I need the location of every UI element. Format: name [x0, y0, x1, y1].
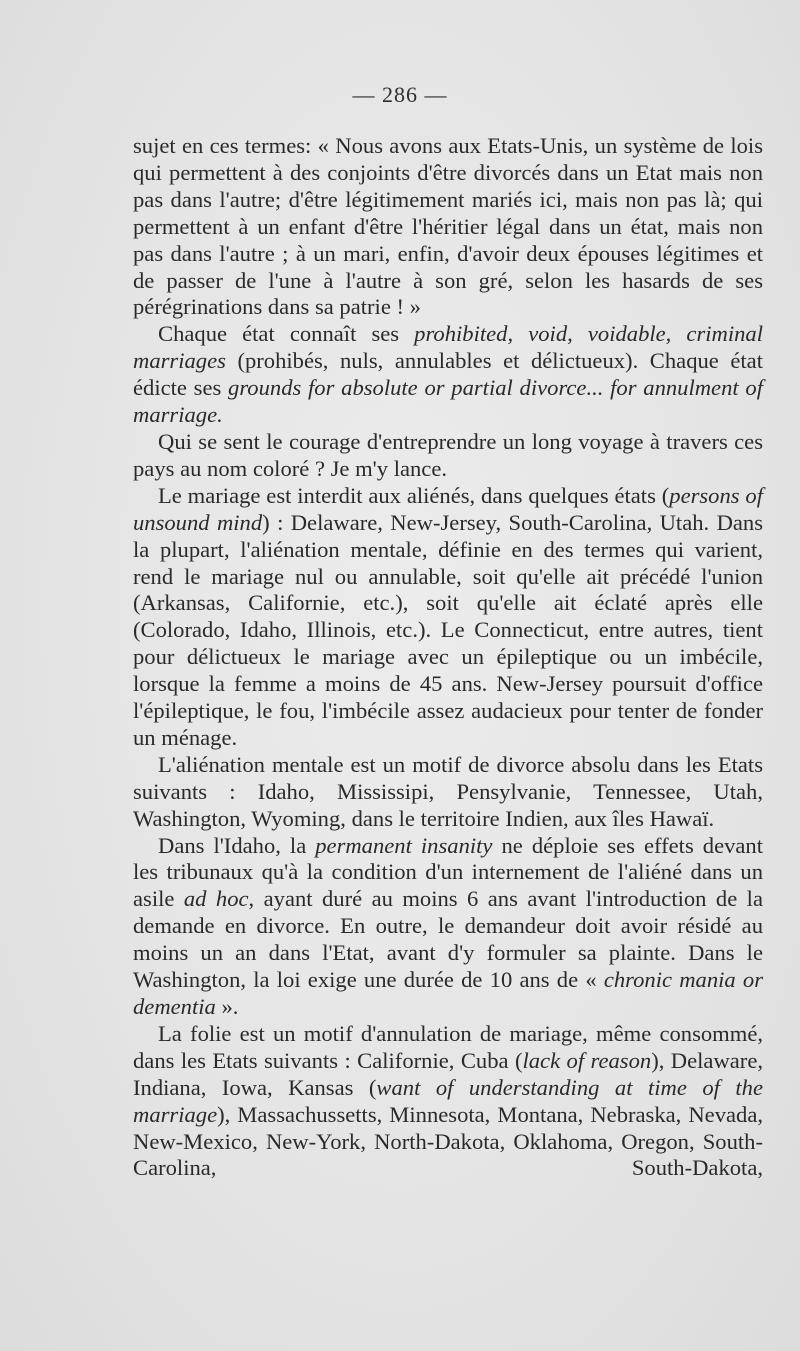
text-run: (prohibés, nuls, annulables et délictueux). Chaque état édicte ses — [133, 348, 763, 401]
text-run: , ayant duré au moins 6 ans avant l'introduction de la demande en divorce. En outre, le demandeur doit avoir résidé au moins un an dans l'Etat, avant d'y formuler sa plainte. Dans le Washington, la loi exige une durée de 10 ans de « — [133, 886, 763, 993]
italic-text-run: persons of unsound mind — [133, 482, 763, 535]
paragraph-1 — [133, 133, 763, 321]
paragraph-6 — [133, 833, 763, 1021]
italic-text-run: permanent insanity — [315, 832, 493, 858]
text-run: La folie est un motif d'annulation de mariage, même consommé, dans les Etats suivants : Californie, Cuba ( — [133, 1020, 763, 1073]
italic-text-run: want of understanding at time of the marriage — [133, 1074, 763, 1127]
text-run: ), Delaware, Indiana, Iowa, Kansas ( — [133, 1047, 763, 1100]
text-run: ), Massachussetts, Minnesota, Montana, Nebraska, Nevada, New-Mexico, New-York, North-Dakota, Oklahoma, Oregon, South-Carolina, South-Dakota, — [133, 1101, 763, 1181]
italic-text-run: ad hoc — [183, 886, 249, 912]
text-run: ne déploie ses effets devant les tribunaux qu'à la condition d'un internement de l'aliéné dans un asile — [133, 832, 763, 912]
text-run: ». — [215, 994, 239, 1019]
text-run: Dans l'Idaho, la — [158, 832, 316, 858]
page-number: — 286 — — [352, 82, 448, 107]
body-text — [133, 133, 763, 1182]
italic-text-run: chronic mania or dementia — [133, 967, 763, 1019]
text-run: L'aliénation mentale est un motif de divorce absolu dans les Etats suivants : Idaho, Mississipi, Pensylvanie, Tennessee, Utah, Washington, Wyoming, dans le territoire Indien, aux îles Hawaï. — [133, 751, 763, 831]
text-run: ) : Delaware, New-Jersey, South-Carolina, Utah. Dans la plupart, l'aliénation mentale, définie en des termes qui varient, rend le mariage nul ou annulable, soit qu'elle ait précédé l'union (Arkansas, Californie, etc.), soit qu'elle ait éclaté après elle (Colorado, Idaho, Illinois, etc.). Le Connecticut, entre autres, tient pour délictueux le mariage avec un épileptique ou un imbécile, lorsque la femme a moins de 45 ans. New-Jersey poursuit d'office l'épileptique, le fou, l'imbécile assez audacieux pour tenter de fonder un ménage. — [133, 509, 763, 750]
text-run: sujet en ces termes: « Nous avons aux Etats-Unis, un système de lois qui permettent à des conjoints d'être divorcés dans un Etat mais non pas dans l'autre; d'être légitimement mariés ici, mais non pas là; qui permettent à un enfant d'être l'héritier légal dans un état, mais non pas dans l'autre ; à un mari, enfin, d'avoir deux épouses légitimes et de passer de l'une à l'autre à son gré, selon les hasards de ses pérégrinations dans sa patrie ! » — [133, 133, 763, 320]
italic-text-run: grounds for absolute or partial divorce... for annulment of marriage. — [133, 375, 763, 428]
paragraph-2 — [133, 321, 763, 429]
text-run: Le mariage est interdit aux aliénés, dans quelques états ( — [158, 482, 670, 508]
italic-text-run: lack of reason — [522, 1047, 652, 1073]
paragraph-3 — [133, 429, 763, 483]
paragraph-4 — [133, 483, 763, 752]
italic-text-run: prohibited, void, voidable, criminal marriages — [133, 321, 763, 374]
paragraph-5 — [133, 752, 763, 833]
paragraph-7 — [133, 1021, 763, 1182]
text-run: Qui se sent le courage d'entreprendre un long voyage à travers ces pays au nom coloré ? Je m'y lance. — [133, 428, 763, 481]
text-run: Chaque état connaît ses — [158, 321, 415, 347]
